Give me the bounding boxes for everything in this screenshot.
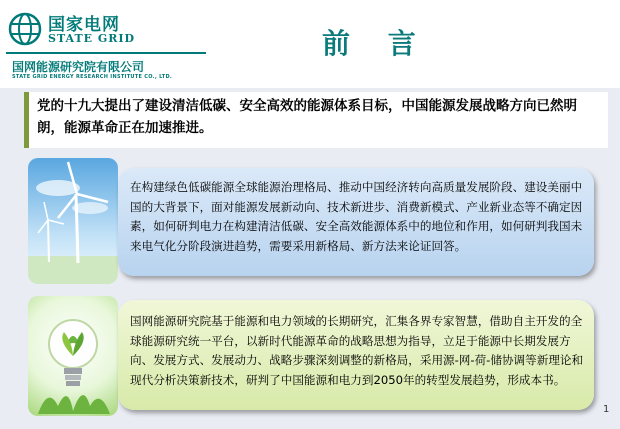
green-lightbulb-photo (28, 296, 118, 416)
logo-english-name: STATE GRID (48, 32, 136, 45)
slide-header (0, 0, 620, 88)
state-grid-logo (6, 6, 216, 82)
intro-box (24, 92, 608, 148)
slide-title: 前 言 (322, 27, 430, 60)
intro-text: 党的十九大提出了建设清洁低碳、安全高效的能源体系目标，中国能源发展战略方向已然明朗，能源革命正在加速推进。 (37, 98, 577, 136)
panel-context (118, 168, 594, 276)
wind-turbine-icon (28, 158, 118, 284)
globe-logo-icon (8, 12, 42, 46)
page-number: 1 (603, 404, 610, 415)
lightbulb-icon (28, 296, 118, 416)
logo-divider (6, 52, 206, 54)
panel-approach (118, 300, 594, 410)
institute-english-name: STATE GRID ENERGY RESEARCH INSTITUTE CO., LTD. (12, 74, 173, 80)
panel-approach-text: 国网能源研究院基于能源和电力领域的长期研究，汇集各界专家智慧，借助自主开发的全球能源研究统一平台，以新时代能源革命的战略思想为指导，立足于能源中长期发展方向、发展方式、发展动力、战略步骤深刻调整的新格局，采用源-网-荷-储协调等新理论和现代分析决策新技术，研判了中国能源和电力到2050年的转型发展趋势，形成本书。 (130, 314, 584, 387)
institute-chinese-name: 国网能源研究院有限公司 (12, 60, 145, 74)
logo-chinese-name: 国家电网 (48, 15, 120, 35)
wind-turbine-photo (28, 158, 118, 284)
panel-context-text: 在构建绿色低碳能源全球能源治理格局、推动中国经济转向高质量发展阶段、建设美丽中国的大背景下，面对能源发展新动向、技术新进步、消费新模式、产业新业态等不确定因素，如何研判电力在构建清洁低碳、安全高效能源体系中的地位和作用，如何研判我国未来电气化分阶段演进趋势，需要采用新格局、新方法来论证回答。 (130, 180, 583, 253)
